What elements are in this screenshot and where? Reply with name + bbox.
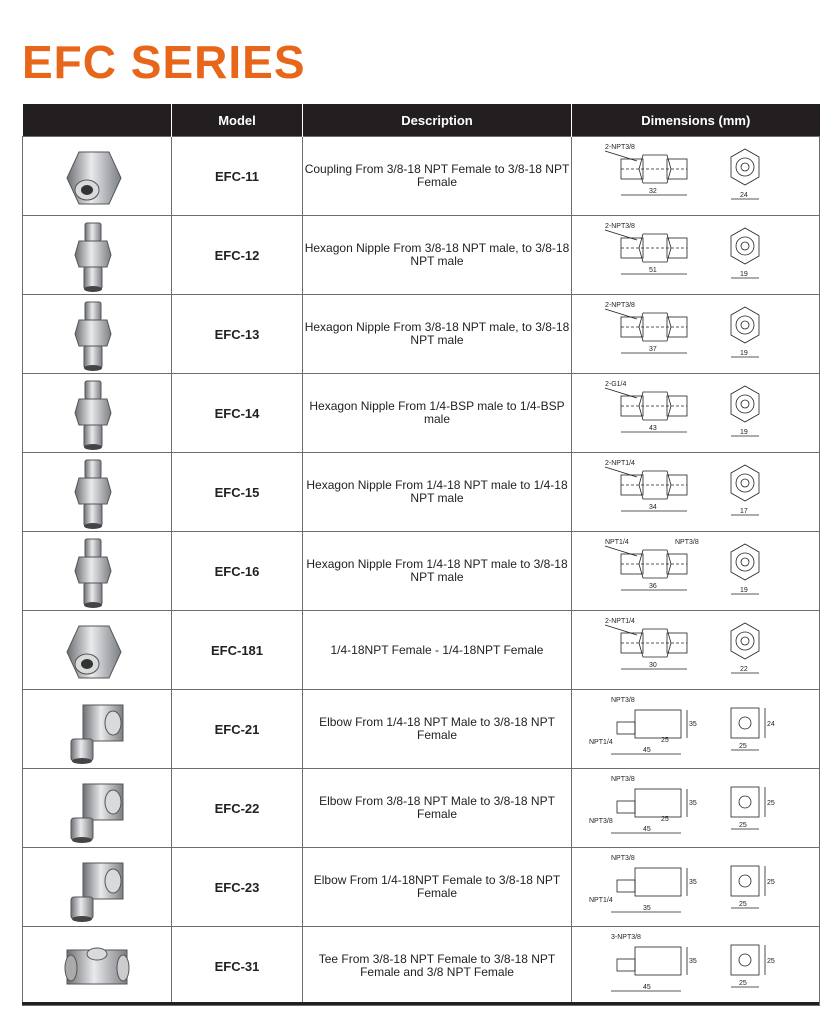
dim-length: 34 bbox=[648, 504, 657, 511]
product-photo bbox=[23, 927, 172, 1006]
dim-thread2: NPT3/8 bbox=[674, 539, 699, 546]
dim-thread: 2-NPT3/8 bbox=[604, 144, 635, 151]
table-row bbox=[23, 532, 820, 611]
model-cell: EFC-21 bbox=[172, 690, 303, 769]
model-cell: EFC-11 bbox=[172, 137, 303, 216]
model-cell: EFC-12 bbox=[172, 216, 303, 295]
dimension-drawing bbox=[572, 532, 820, 611]
dim-thread: 2-NPT1/4 bbox=[604, 460, 635, 467]
description-cell: 1/4-18NPT Female - 1/4-18NPT Female bbox=[303, 611, 572, 690]
model-cell: EFC-181 bbox=[172, 611, 303, 690]
dim-thread: 3-NPT3/8 bbox=[610, 934, 641, 941]
dimension-drawing bbox=[572, 216, 820, 295]
model-cell: EFC-14 bbox=[172, 374, 303, 453]
dim-length: 45 bbox=[642, 826, 651, 833]
product-photo bbox=[23, 137, 172, 216]
product-photo bbox=[23, 769, 172, 848]
description-cell: Elbow From 3/8-18 NPT Male to 3/8-18 NPT Female bbox=[303, 769, 572, 848]
dim-length: 45 bbox=[642, 984, 651, 991]
product-photo bbox=[23, 532, 172, 611]
dimension-drawing bbox=[572, 453, 820, 532]
description-cell: Coupling From 3/8-18 NPT Female to 3/8-18 NPT Female bbox=[303, 137, 572, 216]
table-row bbox=[23, 690, 820, 769]
dimension-drawing bbox=[572, 295, 820, 374]
dim-hex: 17 bbox=[739, 508, 748, 515]
dim-length: 35 bbox=[642, 905, 651, 912]
dim-thread: 2-NPT1/4 bbox=[604, 618, 635, 625]
dim-thread: NPT3/8 bbox=[610, 776, 635, 783]
product-photo bbox=[23, 848, 172, 927]
product-spec-table bbox=[22, 104, 820, 1006]
elbow-icon bbox=[23, 691, 171, 767]
table-row bbox=[23, 216, 820, 295]
description-cell: Elbow From 1/4-18 NPT Male to 3/8-18 NPT Female bbox=[303, 690, 572, 769]
hex-nipple-icon bbox=[23, 454, 171, 530]
coupling-icon bbox=[23, 138, 171, 214]
dim-thread2: NPT3/8 bbox=[588, 818, 613, 825]
model-cell: EFC-16 bbox=[172, 532, 303, 611]
model-cell: EFC-23 bbox=[172, 848, 303, 927]
dim-width: 25 bbox=[738, 822, 747, 829]
coupling-icon bbox=[23, 612, 171, 688]
dim-height: 35 bbox=[688, 721, 697, 728]
dim-thread2: NPT1/4 bbox=[588, 739, 613, 746]
dim-thread: NPT3/8 bbox=[610, 855, 635, 862]
dim-thread: 2-NPT3/8 bbox=[604, 302, 635, 309]
dimension-drawing bbox=[572, 137, 820, 216]
elbow-icon bbox=[23, 770, 171, 846]
table-header-row bbox=[23, 104, 820, 137]
model-cell: EFC-31 bbox=[172, 927, 303, 1006]
description-cell: Hexagon Nipple From 1/4-BSP male to 1/4-BSP male bbox=[303, 374, 572, 453]
hex-nipple-icon bbox=[23, 375, 171, 451]
dimension-drawing bbox=[572, 927, 820, 1006]
dim-side: 24 bbox=[766, 721, 775, 728]
description-cell: Tee From 3/8-18 NPT Female to 3/8-18 NPT Female and 3/8 NPT Female bbox=[303, 927, 572, 1006]
dim-length: 37 bbox=[648, 346, 657, 353]
model-cell: EFC-15 bbox=[172, 453, 303, 532]
table-row bbox=[23, 927, 820, 1006]
dim-side: 25 bbox=[766, 958, 775, 965]
table-row bbox=[23, 769, 820, 848]
model-cell: EFC-13 bbox=[172, 295, 303, 374]
dim-hex: 19 bbox=[739, 350, 748, 357]
hex-nipple-icon bbox=[23, 533, 171, 609]
dim-length: 32 bbox=[648, 188, 657, 195]
description-cell: Hexagon Nipple From 1/4-18 NPT male to 3/8-18 NPT male bbox=[303, 532, 572, 611]
column-header-model: Model bbox=[172, 104, 303, 137]
product-photo bbox=[23, 690, 172, 769]
dim-height: 35 bbox=[688, 800, 697, 807]
product-photo bbox=[23, 216, 172, 295]
hex-nipple-icon bbox=[23, 296, 171, 372]
description-cell: Elbow From 1/4-18NPT Female to 3/8-18 NPT Female bbox=[303, 848, 572, 927]
model-cell: EFC-22 bbox=[172, 769, 303, 848]
table-row bbox=[23, 374, 820, 453]
dimension-drawing bbox=[572, 374, 820, 453]
dim-width: 25 bbox=[738, 901, 747, 908]
dim-hex: 19 bbox=[739, 429, 748, 436]
dim-length: 30 bbox=[648, 662, 657, 669]
dim-hex: 19 bbox=[739, 271, 748, 278]
table-row bbox=[23, 611, 820, 690]
table-bottom-rule bbox=[22, 1002, 819, 1005]
description-cell: Hexagon Nipple From 1/4-18 NPT male to 1/4-18 NPT male bbox=[303, 453, 572, 532]
product-photo bbox=[23, 295, 172, 374]
column-header-dimensions: Dimensions (mm) bbox=[572, 104, 820, 137]
column-header-description: Description bbox=[303, 104, 572, 137]
dim-hex: 19 bbox=[739, 587, 748, 594]
page-title: EFC SERIES bbox=[22, 36, 306, 88]
description-cell: Hexagon Nipple From 3/8-18 NPT male, to 3/8-18 NPT male bbox=[303, 216, 572, 295]
dim-height: 35 bbox=[688, 958, 697, 965]
hex-nipple-icon bbox=[23, 217, 171, 293]
dimension-drawing bbox=[572, 848, 820, 927]
tee-icon bbox=[23, 928, 171, 1004]
column-header-image bbox=[23, 104, 172, 137]
table-row bbox=[23, 137, 820, 216]
dim-side: 25 bbox=[766, 800, 775, 807]
table-row bbox=[23, 453, 820, 532]
dim-hex: 24 bbox=[739, 192, 748, 199]
dim-offset: 25 bbox=[660, 737, 669, 744]
dim-thread2: NPT1/4 bbox=[588, 897, 613, 904]
dim-length: 45 bbox=[642, 747, 651, 754]
dim-width: 25 bbox=[738, 980, 747, 987]
dim-thread: 2-G1/4 bbox=[604, 381, 626, 388]
dim-side: 25 bbox=[766, 879, 775, 886]
table-row bbox=[23, 295, 820, 374]
dim-length: 43 bbox=[648, 425, 657, 432]
table-row bbox=[23, 848, 820, 927]
dim-thread: 2-NPT3/8 bbox=[604, 223, 635, 230]
dim-thread: NPT1/4 bbox=[604, 539, 629, 546]
dim-length: 51 bbox=[648, 267, 657, 274]
dimension-drawing bbox=[572, 611, 820, 690]
dim-thread: NPT3/8 bbox=[610, 697, 635, 704]
elbow-icon bbox=[23, 849, 171, 925]
product-photo bbox=[23, 611, 172, 690]
dim-width: 25 bbox=[738, 743, 747, 750]
dim-length: 36 bbox=[648, 583, 657, 590]
dimension-drawing bbox=[572, 769, 820, 848]
product-photo bbox=[23, 453, 172, 532]
dim-height: 35 bbox=[688, 879, 697, 886]
dimension-drawing bbox=[572, 690, 820, 769]
product-photo bbox=[23, 374, 172, 453]
dim-offset: 25 bbox=[660, 816, 669, 823]
description-cell: Hexagon Nipple From 3/8-18 NPT male, to 3/8-18 NPT male bbox=[303, 295, 572, 374]
dim-hex: 22 bbox=[739, 666, 748, 673]
